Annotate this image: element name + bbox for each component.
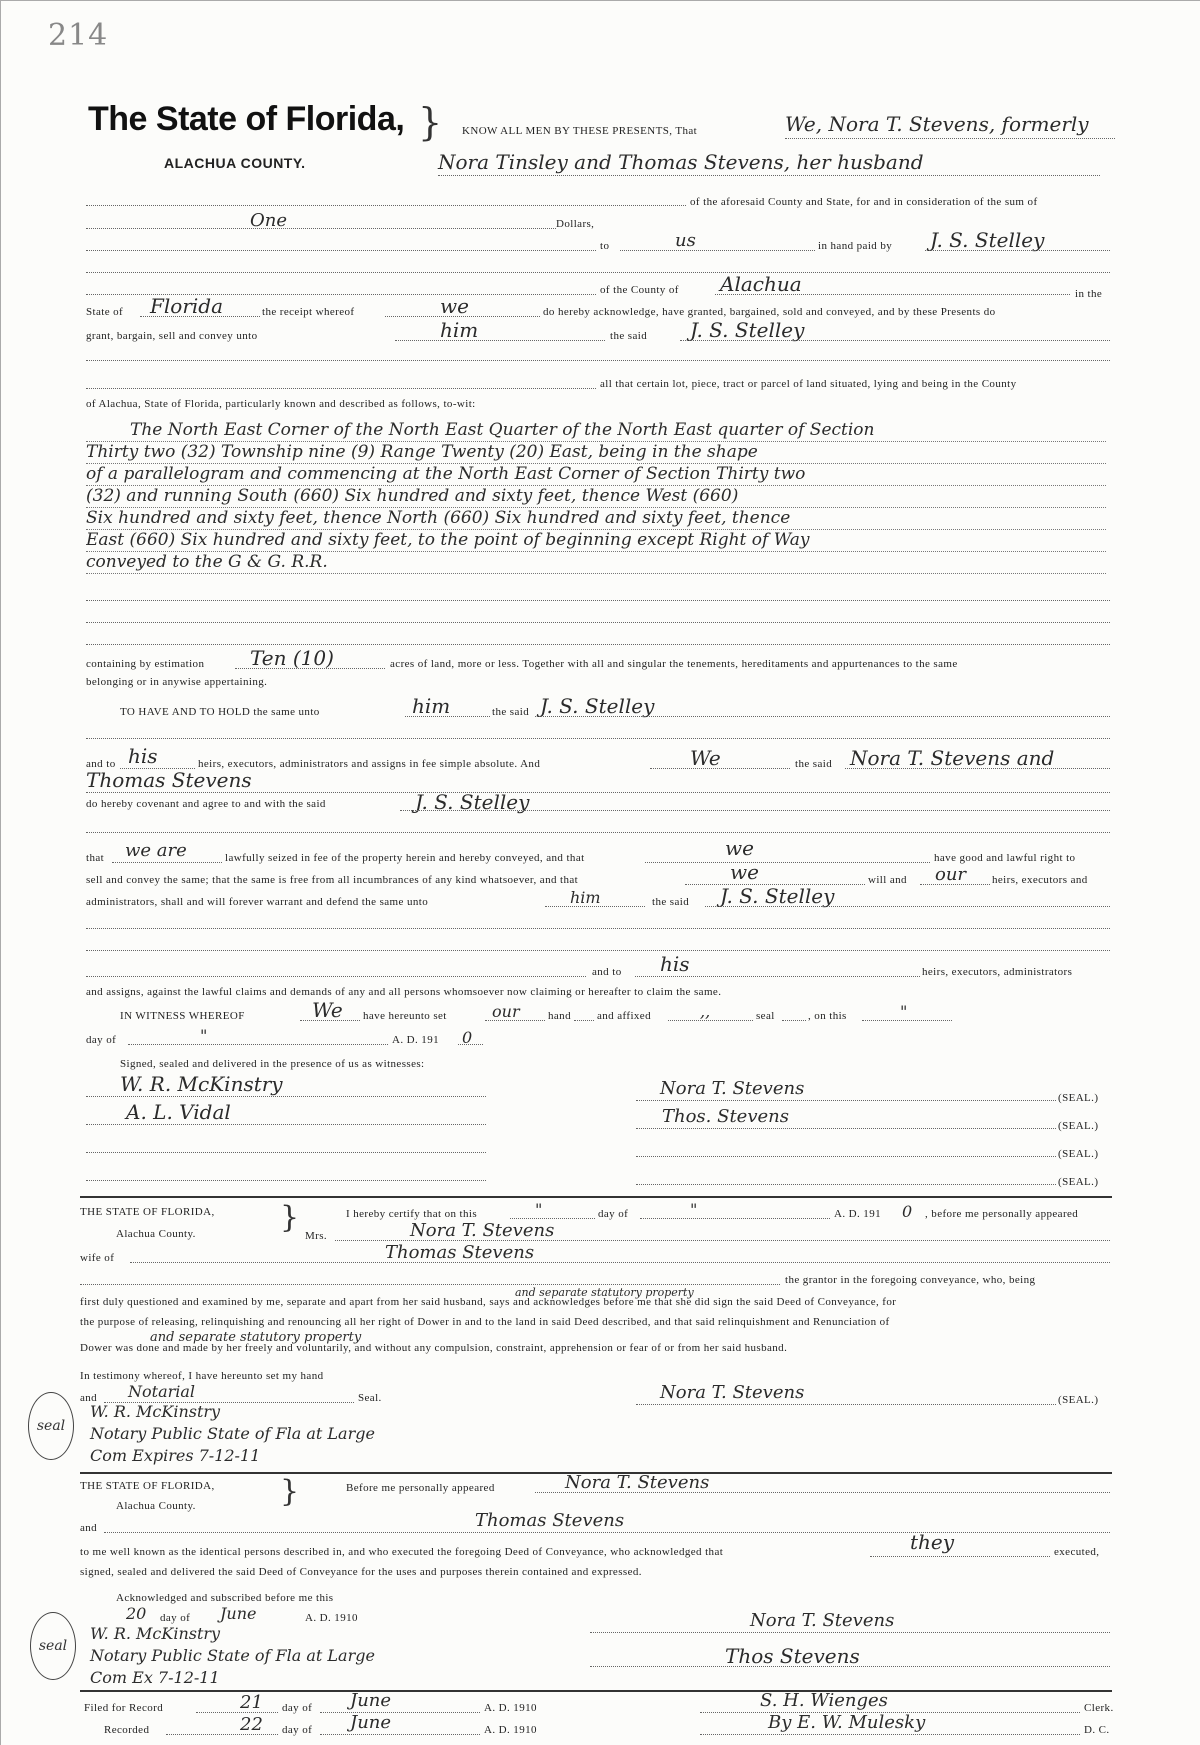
covenant-line <box>400 810 1110 811</box>
heirs-exec2-text: heirs, executors, administrators <box>922 966 1073 978</box>
to-have-text: TO HAVE AND TO HOLD the same unto <box>120 706 320 718</box>
witness-line <box>86 1096 486 1097</box>
to-whom-value: us <box>675 230 696 251</box>
blank-line <box>86 832 1110 833</box>
description-line: The North East Corner of the North East Quarter of the North East quarter of Section <box>86 420 1106 442</box>
affixed-ditto: ,, <box>700 1002 711 1021</box>
covenant-text: do hereby covenant and agree to and with the said <box>86 798 326 810</box>
grantee-line <box>535 716 1110 717</box>
clerk-signature: S. H. Wienges <box>760 1690 888 1711</box>
mrs-line <box>335 1240 1110 1241</box>
dc-line <box>700 1734 1080 1735</box>
of-county-label: of the County of <box>600 284 679 296</box>
day-of-label: day of <box>86 1034 117 1046</box>
on-this-line <box>862 1020 952 1021</box>
amount-line <box>86 228 556 229</box>
filed-day: 21 <box>240 1692 263 1713</box>
section-divider <box>80 1690 1112 1692</box>
blank-line <box>80 1284 780 1285</box>
containing-rest-2: belonging or in anywise appertaining. <box>86 676 268 688</box>
seal-stamp-text: seal <box>36 1418 66 1434</box>
cert1-ad: A. D. 191 <box>834 1208 881 1220</box>
unto-line <box>395 340 605 341</box>
page-number: 214 <box>48 18 109 53</box>
dollars-label: Dollars, <box>556 218 595 230</box>
certify-ditto: " <box>535 1200 543 1219</box>
cert1-insert-2: and separate statutory property <box>150 1330 362 1345</box>
signature-line <box>636 1100 1056 1101</box>
on-this-label: , on this <box>808 1010 847 1022</box>
receipt-label: the receipt whereof <box>262 306 355 318</box>
acres-value: Ten (10) <box>250 646 334 670</box>
cert2-and: and <box>80 1522 98 1534</box>
and-who-value: We <box>690 746 721 770</box>
blank-line <box>86 388 596 389</box>
acres-line <box>235 668 385 669</box>
grantor-underline-1 <box>785 138 1115 139</box>
husband-line <box>130 1262 1110 1263</box>
recorded-month-line <box>320 1734 480 1735</box>
acknowledge-text: do hereby acknowledge, have granted, bargained, sold and conveyed, and by these Presents do <box>543 306 996 318</box>
blank-line <box>86 976 586 977</box>
his2-value: his <box>660 952 690 976</box>
cert2-they: they <box>910 1530 955 1554</box>
defend-unto-value: him <box>570 888 601 907</box>
grantor-line-2: Nora Tinsley and Thomas Stevens, her husband <box>438 150 924 174</box>
have-set-text: have hereunto set <box>363 1010 447 1022</box>
and-to-label: and to <box>592 966 622 978</box>
admins-text: administrators, shall and will forever warrant and defend the same unto <box>86 896 429 908</box>
cert2-name-2: Thomas Stevens <box>475 1510 625 1531</box>
sell-text: sell and convey the same; that the same is free from all incumbrances of any kind whatsoever, and that <box>86 874 579 886</box>
cert2-name2-line <box>104 1532 1110 1533</box>
cert1-seal-label: (SEAL.) <box>1058 1394 1099 1406</box>
seal-label-4: (SEAL.) <box>1058 1176 1099 1188</box>
all-that-text: all that certain lot, piece, tract or parcel of land situated, lying and being in the County <box>600 378 1017 390</box>
cert1-and: and <box>80 1392 98 1404</box>
ack-day: 20 <box>126 1604 147 1623</box>
description-line: Thirty two (32) Township nine (9) Range Twenty (20) East, being in the shape <box>86 442 1106 464</box>
county-value: Alachua <box>720 272 802 296</box>
cert2-executed: executed, <box>1054 1546 1100 1558</box>
cert2-name-1: Nora T. Stevens <box>565 1472 710 1493</box>
signature-line <box>636 1128 1056 1129</box>
recorded-ad: A. D. 1910 <box>484 1724 537 1736</box>
description-line: (32) and running South (660) Six hundred and sixty feet, thence West (660) <box>86 486 1106 508</box>
grantors-line-2: Thomas Stevens <box>86 768 252 792</box>
consideration-text: of the aforesaid County and State, for and in consideration of the sum of <box>690 196 1038 208</box>
state-line <box>140 316 260 317</box>
grantee-line <box>925 250 1110 251</box>
grantors-underline <box>845 768 1110 769</box>
dc-signature: By E. W. Mulesky <box>768 1712 926 1733</box>
will-and-label: will and <box>868 874 907 886</box>
right-who-value: we <box>725 836 754 860</box>
grantor-text: the grantor in the foregoing conveyance, who, being <box>785 1274 1036 1286</box>
seal-word: Seal. <box>358 1392 382 1404</box>
blank-line <box>86 622 1110 623</box>
filed-month: June <box>350 1690 392 1711</box>
filed-ad: A. D. 1910 <box>484 1702 537 1714</box>
cert1-ad-year: 0 <box>902 1202 913 1221</box>
the-said-label: the said <box>610 330 648 342</box>
blank-line <box>86 250 596 251</box>
seal-label-2: (SEAL.) <box>1058 1120 1099 1132</box>
cert1-month-line <box>640 1218 830 1219</box>
seal-label-3: (SEAL.) <box>1058 1148 1099 1160</box>
signed-text: Signed, sealed and delivered in the presence of us as witnesses: <box>120 1058 425 1070</box>
unto-value: him <box>412 694 451 718</box>
and-who-line <box>650 768 790 769</box>
warrant-who-value: we <box>730 860 759 884</box>
blank-line <box>86 360 1110 361</box>
witness-who-line <box>300 1020 360 1021</box>
witness-line <box>86 1152 486 1153</box>
notary-seal-stamp-2 <box>30 1612 76 1680</box>
the-said-label: the said <box>492 706 530 718</box>
certify-text: I hereby certify that on this <box>346 1208 478 1220</box>
filed-day-of: day of <box>282 1702 313 1714</box>
cert1-notary-2: Notary Public State of Fla at Large <box>90 1424 375 1443</box>
header-brace: } <box>418 100 443 144</box>
description-line: conveyed to the G & G. R.R. <box>86 552 1106 574</box>
seal-label: seal <box>756 1010 775 1022</box>
cert1-line-3: Dower was done and made by her freely and voluntarily, and without any compulsion, constraint, apprehension or fear of or from her said husband. <box>80 1342 788 1354</box>
seal-stamp-text: seal <box>38 1638 68 1654</box>
cert1-brace: } <box>280 1200 300 1235</box>
grantor-underline-2 <box>438 175 1100 176</box>
grantors-line-1: Nora T. Stevens and <box>850 746 1055 770</box>
hand-label: hand <box>548 1010 571 1022</box>
legal-description <box>86 420 1106 574</box>
recorded-day-line <box>166 1734 278 1735</box>
certify-line <box>510 1218 595 1219</box>
heirs-text: heirs, executors, administrators and assigns in fee simple absolute. And <box>198 758 541 770</box>
ad-label: A. D. 191 <box>392 1034 439 1046</box>
containing-rest: acres of land, more or less. Together with all and singular the tenements, hereditaments and appurtenances to the same <box>390 658 958 670</box>
grantee2-line <box>680 340 1110 341</box>
description-line: East (660) Six hundred and sixty feet, to the point of beginning except Right of Way <box>86 530 1106 552</box>
cert2-signer-1: Nora T. Stevens <box>750 1610 895 1631</box>
seal-line <box>782 1020 806 1021</box>
paid-by-label: in hand paid by <box>818 240 893 252</box>
cert1-insert-1: and separate statutory property <box>515 1286 694 1299</box>
defend-line <box>705 906 1110 907</box>
the-said-label: the said <box>652 896 690 908</box>
county-line <box>715 294 1070 295</box>
ad-year: 0 <box>462 1028 473 1047</box>
blank-line <box>86 600 1110 601</box>
ack-text: Acknowledged and subscribed before me this <box>116 1592 334 1604</box>
grant-text: grant, bargain, sell and convey unto <box>86 330 258 342</box>
his2-line <box>635 976 920 977</box>
witness-who-value: We <box>312 998 343 1022</box>
blank-line <box>86 738 1110 739</box>
section-divider <box>80 1196 1112 1198</box>
cert2-signer-2: Thos Stevens <box>725 1644 860 1668</box>
cert2-county: Alachua County. <box>116 1500 196 1512</box>
witness-1: W. R. McKinstry <box>120 1072 283 1096</box>
blank-line <box>86 792 1110 793</box>
our-value: our <box>935 864 967 885</box>
mrs-name: Nora T. Stevens <box>410 1220 555 1241</box>
day-of-line <box>128 1044 388 1045</box>
blank-line <box>86 928 1110 929</box>
recorded-label: Recorded <box>104 1724 150 1736</box>
county-title: ALACHUA COUNTY. <box>164 155 306 171</box>
ack-ad: A. D. 1910 <box>305 1612 358 1624</box>
right-who-line <box>645 862 930 863</box>
and-to-label: and to <box>86 758 116 770</box>
witness-line <box>86 1124 486 1125</box>
grantee-value: J. S. Stelley <box>930 228 1045 252</box>
recorded-day-of: day of <box>282 1724 313 1736</box>
cert2-notary-2: Notary Public State of Fla at Large <box>90 1646 375 1665</box>
in-the-label: in the <box>1075 288 1103 300</box>
amount-value: One <box>250 210 288 231</box>
filed-label: Filed for Record <box>84 1702 164 1714</box>
heirs-exec-text: heirs, executors and <box>992 874 1088 886</box>
grantor-line-1: We, Nora T. Stevens, formerly <box>785 112 1089 136</box>
assigns-text: and assigns, against the lawful claims and demands of any and all persons whomsoever now claiming or hereafter to claim the same. <box>86 986 722 998</box>
cert2-notary-3: Com Ex 7-12-11 <box>90 1668 220 1687</box>
ack-day-of: day of <box>160 1612 191 1624</box>
cert1-county: Alachua County. <box>116 1228 196 1240</box>
recorded-month: June <box>350 1712 392 1733</box>
signature-line <box>590 1666 1110 1667</box>
affixed-label: and affixed <box>597 1010 651 1022</box>
receipt-line <box>385 316 540 317</box>
description-line: of a parallelogram and commencing at the North East Corner of Section Thirty two <box>86 464 1106 486</box>
containing-label: containing by estimation <box>86 658 205 670</box>
unto-who-value: him <box>440 318 479 342</box>
grantee2-value: J. S. Stelley <box>690 318 805 342</box>
dc-label: D. C. <box>1084 1724 1110 1736</box>
signature-line <box>636 1404 1056 1405</box>
our-line <box>920 884 990 885</box>
witness-our-line <box>485 1020 545 1021</box>
cert2-name-line <box>535 1492 1110 1493</box>
testimony-text: In testimony whereof, I have hereunto set my hand <box>80 1370 324 1382</box>
his-value: his <box>128 744 158 768</box>
cert2-state: THE STATE OF FLORIDA, <box>80 1480 215 1492</box>
witness-2: A. L. Vidal <box>126 1100 231 1124</box>
mrs-label: Mrs. <box>305 1230 328 1242</box>
filed-month-line <box>320 1712 480 1713</box>
before-me-text: , before me personally appeared <box>925 1208 1079 1220</box>
know-all-text: KNOW ALL MEN BY THESE PRESENTS, That <box>462 125 698 137</box>
cert1-ditto2: " <box>690 1200 698 1219</box>
that-label: that <box>86 852 105 864</box>
seal-label-1: (SEAL.) <box>1058 1092 1099 1104</box>
have-right-text: have good and lawful right to <box>934 852 1076 864</box>
day-of-ditto: " <box>200 1026 208 1045</box>
state-of-label: State of <box>86 306 124 318</box>
cert1-notary-1: W. R. McKinstry <box>90 1402 221 1421</box>
cert2-line-2: signed, sealed and delivered the said Deed of Conveyance for the uses and purposes therein contained and expressed. <box>80 1566 642 1578</box>
ad-line <box>458 1044 483 1045</box>
filed-day-line <box>196 1712 278 1713</box>
state-value: Florida <box>150 294 223 318</box>
blank-line <box>86 272 1110 273</box>
hand-line <box>574 1020 594 1021</box>
on-this-ditto: " <box>900 1002 908 1021</box>
cert1-state: THE STATE OF FLORIDA, <box>80 1206 215 1218</box>
affixed-line <box>668 1020 753 1021</box>
cert1-day-of: day of <box>598 1208 629 1220</box>
cert2-brace: } <box>280 1474 300 1509</box>
blank-line <box>86 644 1110 645</box>
state-title: The State of Florida, <box>88 100 405 138</box>
notarial-value: Notarial <box>128 1382 196 1401</box>
cert2-line-1: to me well known as the identical persons described in, and who executed the foregoing Deed of Conveyance, who acknowledged that <box>80 1546 724 1558</box>
habendum-grantee: J. S. Stelley <box>540 694 655 718</box>
cert1-line-2: the purpose of releasing, relinquishing and renouncing all her right of Dower in and to the land in said Deed described, and that said relinquishment and Renunciation of <box>80 1316 890 1328</box>
cert1-line-1: first duly questioned and examined by me, separate and apart from her said husband, says and acknowledges before me that she did sign the said Deed of Conveyance, for <box>80 1296 897 1308</box>
blank-line <box>86 205 686 206</box>
cert1-signer: Nora T. Stevens <box>660 1382 805 1403</box>
seized-line <box>112 862 222 863</box>
seized-who-value: we are <box>125 840 187 861</box>
recorded-day: 22 <box>240 1714 263 1735</box>
defend-grantee: J. S. Stelley <box>720 884 835 908</box>
to-line <box>620 250 815 251</box>
husband-name: Thomas Stevens <box>385 1242 535 1263</box>
blank-line <box>86 950 1110 951</box>
the-said-label: the said <box>795 758 833 770</box>
notary-seal-stamp-1 <box>28 1392 74 1460</box>
signature-line <box>636 1184 1056 1185</box>
in-witness-text: IN WITNESS WHEREOF <box>120 1010 245 1022</box>
signature-line <box>636 1156 1056 1157</box>
receipt-who-value: we <box>440 294 469 318</box>
witness-our-value: our <box>492 1002 520 1021</box>
defend-unto-line <box>545 906 645 907</box>
seized-text: lawfully seized in fee of the property herein and hereby conveyed, and that <box>225 852 585 864</box>
they-line <box>870 1556 1050 1557</box>
unto-line <box>405 716 490 717</box>
cert2-before: Before me personally appeared <box>346 1482 495 1494</box>
signer-1: Nora T. Stevens <box>660 1078 805 1099</box>
witness-line <box>86 1180 486 1181</box>
signer-2: Thos. Stevens <box>662 1106 789 1127</box>
cert2-notary-1: W. R. McKinstry <box>90 1624 221 1643</box>
ack-month: June <box>220 1604 257 1623</box>
wife-of-label: wife of <box>80 1252 115 1264</box>
of-alachua-text: of Alachua, State of Florida, particularly known and described as follows, to-wit: <box>86 398 476 410</box>
clerk-label: Clerk. <box>1084 1702 1114 1714</box>
to-label: to <box>600 240 610 252</box>
description-line: Six hundred and sixty feet, thence North (660) Six hundred and sixty feet, thence <box>86 508 1106 530</box>
covenant-grantee: J. S. Stelley <box>415 790 530 814</box>
signature-line <box>590 1632 1110 1633</box>
cert1-notary-3: Com Expires 7-12-11 <box>90 1446 261 1465</box>
